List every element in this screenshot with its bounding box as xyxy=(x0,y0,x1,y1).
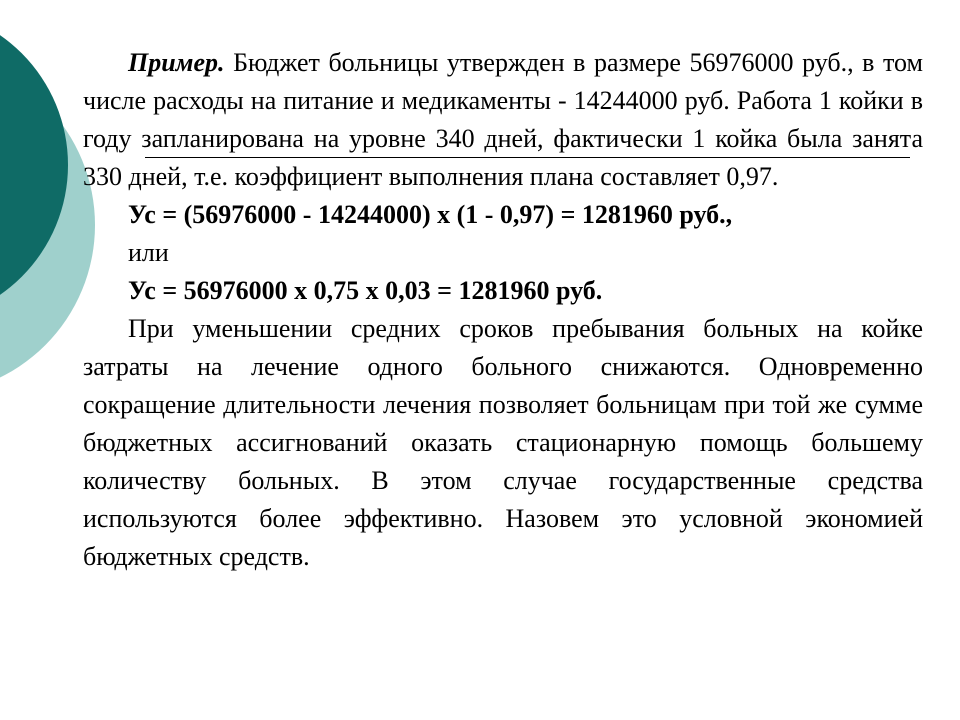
slide-content xyxy=(83,44,923,576)
example-label: Пример. xyxy=(128,48,225,77)
or-word: или xyxy=(128,238,169,267)
example-paragraph xyxy=(83,44,923,196)
example-text: Бюджет больницы утвержден в размере 56976000 руб., в том числе расходы на питание и медикаменты - 14244000 руб. Работа 1 койки в году запланирована на уровне 340 дней, фактически 1 койка была занята 330 дней, т.е. коэффициент выполнения плана составляет 0,97. xyxy=(83,48,923,191)
formula-line-2: Ус = 56976000 х 0,75 х 0,03 = 1281960 руб. xyxy=(128,276,603,305)
conclusion-paragraph: При уменьшении средних сроков пребывания больных на койке затраты на лечение одного больного снижаются. Одновременно сокращение длительности лечения позволяет больницам при той же сумме бюджетных ассигнований оказать стационарную помощь большему количеству больных. В этом случае государственные средства используются более эффективно. Назовем это условной экономией бюджетных средств. xyxy=(83,314,923,571)
formula-line-1: Ус = (56976000 - 14244000) х (1 - 0,97) = 1281960 руб., xyxy=(128,200,733,229)
